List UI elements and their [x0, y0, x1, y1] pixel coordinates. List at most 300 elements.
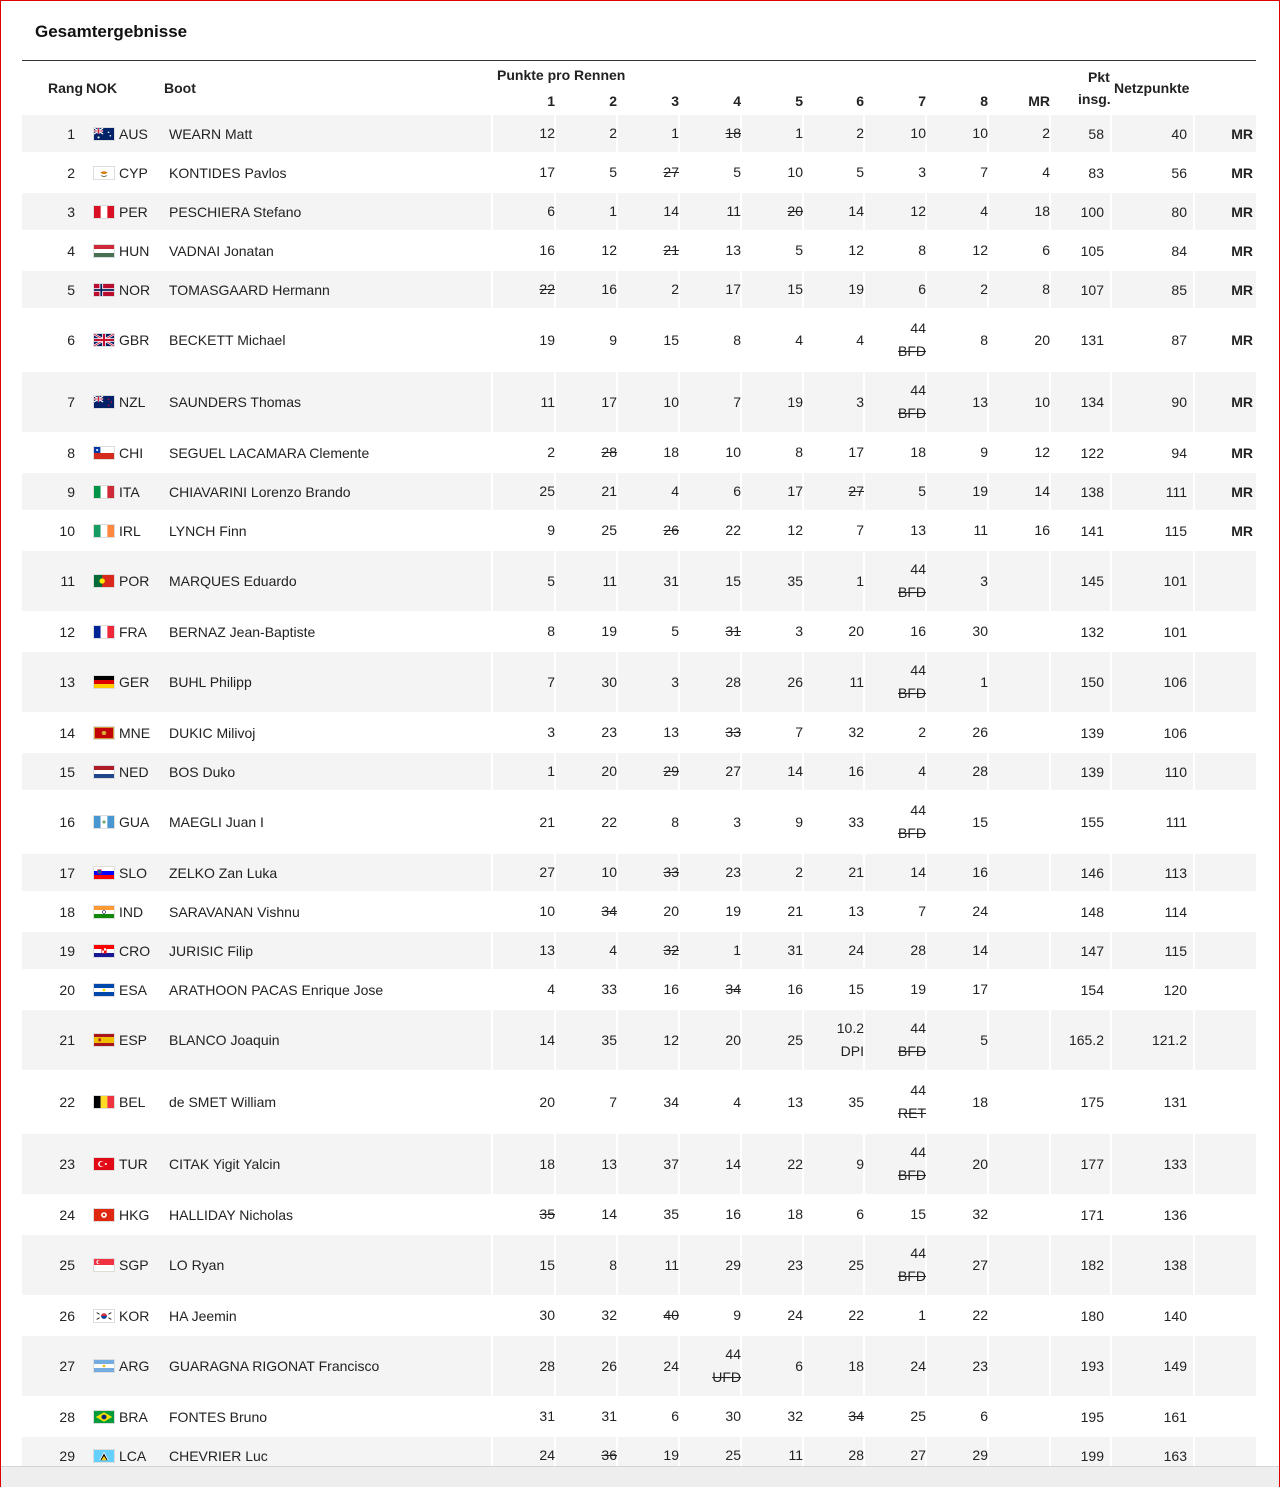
net-points: 136: [1163, 1206, 1187, 1223]
race-cell-5: [743, 1072, 803, 1132]
race-cell-4: [681, 613, 741, 650]
race-score: 18: [910, 444, 926, 460]
medal-race-badge: MR: [1231, 203, 1253, 220]
rank-cell: 11: [60, 573, 75, 589]
race-score: 23: [787, 1256, 803, 1273]
race-score: 20: [1034, 331, 1050, 348]
flag-italy-icon: [92, 473, 116, 510]
race-score: 24: [848, 942, 864, 958]
column-separator: [1193, 1235, 1195, 1295]
race-score: 44: [910, 320, 926, 336]
race-cell-5: [743, 1336, 803, 1396]
race-cell-9: [990, 1235, 1050, 1295]
boat-name: LYNCH Finn: [169, 522, 247, 539]
flag-spain-icon: [92, 1010, 116, 1070]
race-score: 2: [671, 281, 679, 297]
table-row: [22, 473, 1256, 512]
column-separator: [491, 893, 493, 930]
race-cell-9: [990, 1336, 1050, 1396]
race-score: 10: [1034, 393, 1050, 410]
race-penalty-code: BFD: [898, 343, 926, 359]
flag-belgium-icon: [92, 1072, 116, 1132]
race-score: 32: [972, 1206, 988, 1222]
race-score: 4: [795, 331, 803, 348]
race-cell-6: [804, 792, 864, 852]
race-cell-8: [928, 714, 988, 751]
race-cell-3: [619, 714, 679, 751]
race-score: 14: [601, 1206, 617, 1222]
table-row: [22, 854, 1256, 893]
net-points: 84: [1171, 242, 1187, 259]
column-separator: [1110, 434, 1112, 471]
rank-cell: 21: [59, 1032, 75, 1048]
race-score: 21: [601, 483, 617, 499]
race-cell-5: [743, 512, 803, 549]
nok-code: AUS: [119, 125, 148, 142]
nok-code: HKG: [119, 1206, 150, 1223]
race-score: 9: [609, 331, 617, 348]
column-separator: [1193, 652, 1195, 712]
race-cell-2: [557, 714, 617, 751]
race-score: 15: [848, 981, 864, 997]
column-separator: [491, 652, 493, 712]
race-score: 35: [663, 1206, 679, 1222]
race-score: 18: [725, 125, 741, 141]
race-cell-5: [743, 1134, 803, 1194]
race-score: 4: [1042, 164, 1050, 180]
total-points: 105: [1080, 242, 1104, 259]
race-score: 33: [663, 864, 679, 880]
race-cell-4: [681, 115, 741, 152]
column-separator: [1110, 613, 1112, 650]
race-cell-4: [681, 971, 741, 1008]
boat-name: SAUNDERS Thomas: [169, 394, 302, 410]
race-score: 4: [547, 981, 555, 997]
column-separator: [1193, 971, 1195, 1008]
race-score: 44: [910, 382, 926, 398]
race-score: 25: [539, 483, 555, 499]
race-score: 31: [787, 942, 803, 958]
race-score: 4: [733, 1093, 741, 1110]
race-cell-7: [866, 1297, 926, 1334]
header-boot: Boot: [164, 80, 196, 96]
race-cell-1: [495, 613, 555, 650]
race-score: 9: [980, 444, 988, 460]
column-separator: [491, 753, 493, 790]
nok-code: SGP: [119, 1257, 149, 1273]
rank-cell: 26: [59, 1307, 75, 1324]
table-row: [22, 154, 1256, 193]
net-points: 111: [1165, 814, 1187, 830]
medal-race-badge: MR: [1231, 242, 1253, 259]
race-cell-6: [804, 1336, 864, 1396]
race-cell-2: [557, 753, 617, 790]
total-points: 138: [1080, 483, 1104, 500]
column-separator: [1193, 232, 1195, 269]
race-score: 6: [856, 1206, 864, 1222]
race-cell-4: [681, 1336, 741, 1396]
race-cell-4: [681, 310, 741, 370]
race-score: 10: [663, 393, 679, 410]
column-separator: [1110, 1196, 1112, 1233]
race-cell-7: [866, 115, 926, 152]
medal-race-badge: [1208, 551, 1253, 611]
race-cell-7: [866, 271, 926, 308]
race-score: 1: [918, 1307, 926, 1323]
total-points: 139: [1080, 724, 1104, 741]
race-score: 16: [539, 242, 555, 258]
column-separator: [491, 1297, 493, 1334]
boat-name: LO Ryan: [169, 1257, 225, 1273]
medal-race-badge: MR: [1231, 125, 1253, 142]
race-cell-2: [557, 893, 617, 930]
race-score: 3: [795, 623, 803, 639]
race-cell-1: [495, 310, 555, 370]
race-score: 35: [848, 1093, 864, 1110]
race-cell-4: [681, 551, 741, 611]
header-punkte-pro-rennen: Punkte pro Rennen: [497, 67, 626, 83]
race-cell-5: [743, 232, 803, 269]
race-cell-9: [990, 154, 1050, 191]
total-points: 147: [1080, 942, 1104, 959]
column-separator: [1110, 652, 1112, 712]
column-separator: [1193, 893, 1195, 930]
race-cell-2: [557, 1072, 617, 1132]
race-score: 30: [601, 673, 617, 690]
column-separator: [491, 154, 493, 191]
medal-race-badge: MR: [1231, 522, 1253, 539]
net-points: 40: [1171, 125, 1187, 142]
column-separator: [1110, 551, 1112, 611]
race-score: 19: [848, 281, 864, 297]
flag-korea-icon: [92, 1297, 116, 1334]
race-cell-5: [743, 154, 803, 191]
race-score: 31: [663, 572, 679, 589]
race-cell-6: [804, 1072, 864, 1132]
race-cell-7: [866, 1398, 926, 1435]
race-score: 15: [972, 813, 988, 830]
total-points: 131: [1080, 332, 1104, 348]
race-score: 20: [725, 1031, 741, 1048]
race-score: 14: [787, 763, 803, 779]
medal-race-badge: MR: [1231, 281, 1253, 298]
race-cell-2: [557, 1134, 617, 1194]
nok-code: CYP: [119, 164, 148, 181]
race-cell-7: [866, 893, 926, 930]
rank-cell: 7: [67, 394, 75, 410]
flag-netherlands-icon: [92, 753, 116, 790]
race-score: 22: [725, 522, 741, 538]
race-score: 28: [725, 673, 741, 690]
race-score: 7: [609, 1093, 617, 1110]
race-score: 20: [848, 623, 864, 639]
race-cell-2: [557, 1398, 617, 1435]
race-cell-8: [928, 792, 988, 852]
medal-race-badge: [1208, 1196, 1253, 1233]
nok-code: IND: [119, 903, 144, 920]
race-score: 44: [910, 662, 926, 678]
net-points: 106: [1163, 674, 1187, 690]
race-cell-9: [990, 854, 1050, 891]
total-points: 150: [1080, 674, 1104, 690]
rank-cell: 25: [59, 1257, 75, 1273]
race-cell-3: [619, 551, 679, 611]
race-penalty-code: BFD: [898, 1167, 926, 1183]
total-points: 141: [1080, 522, 1104, 539]
header-insg: insg.: [1078, 91, 1111, 107]
race-score: 13: [601, 1155, 617, 1172]
race-cell-2: [557, 115, 617, 152]
rank-cell: 5: [67, 281, 75, 298]
race-score: 2: [856, 125, 864, 141]
race-cell-7: [866, 792, 926, 852]
column-separator: [491, 193, 493, 230]
flag-ireland-icon: [92, 512, 116, 549]
flag-new-zealand-icon: [92, 372, 116, 432]
race-cell-7: [866, 753, 926, 790]
boat-name: BECKETT Michael: [169, 332, 286, 348]
race-score: 33: [725, 724, 741, 740]
table-row: [22, 1235, 1256, 1297]
race-score: 13: [848, 903, 864, 919]
race-cell-8: [928, 1134, 988, 1194]
boat-name: ZELKO Zan Luka: [169, 864, 278, 881]
race-cell-5: [743, 652, 803, 712]
nok-code: LCA: [119, 1447, 147, 1464]
race-score: 44: [910, 1020, 926, 1036]
race-score: 20: [972, 1155, 988, 1172]
race-penalty-code: BFD: [898, 685, 926, 701]
net-points: 120: [1163, 981, 1187, 998]
flag-portugal-icon: [92, 551, 116, 611]
race-score: 25: [910, 1408, 926, 1424]
header-netzpunkte: Netzpunkte: [1114, 80, 1190, 96]
race-cell-3: [619, 154, 679, 191]
boat-name: KONTIDES Pavlos: [169, 164, 287, 181]
race-score: 8: [671, 813, 679, 830]
race-cell-8: [928, 193, 988, 230]
column-separator: [491, 1336, 493, 1396]
total-points: 165.2: [1068, 1032, 1104, 1048]
race-cell-1: [495, 473, 555, 510]
column-separator: [1193, 613, 1195, 650]
column-separator: [1110, 1134, 1112, 1194]
total-points: 100: [1080, 203, 1104, 220]
header-race-8: 8: [980, 93, 988, 109]
race-score: 2: [547, 444, 555, 460]
race-score: 25: [787, 1031, 803, 1048]
race-cell-7: [866, 551, 926, 611]
race-cell-9: [990, 792, 1050, 852]
race-cell-7: [866, 372, 926, 432]
race-cell-4: [681, 893, 741, 930]
race-score: 2: [609, 125, 617, 141]
race-cell-7: [866, 434, 926, 471]
table-row: [22, 932, 1256, 971]
race-score: 22: [848, 1307, 864, 1323]
race-score: 28: [848, 1447, 864, 1463]
total-points: 177: [1080, 1156, 1104, 1172]
race-score: 4: [856, 331, 864, 348]
rank-cell: 20: [59, 981, 75, 998]
race-score: 29: [725, 1256, 741, 1273]
table-row: [22, 1072, 1256, 1134]
race-score: 16: [601, 281, 617, 297]
column-separator: [491, 932, 493, 969]
race-cell-4: [681, 1010, 741, 1070]
race-score: 19: [910, 981, 926, 997]
race-score: 3: [671, 673, 679, 690]
race-score: 1: [795, 125, 803, 141]
race-score: 13: [539, 942, 555, 958]
net-points: 90: [1171, 394, 1187, 410]
race-score: 7: [547, 673, 555, 690]
race-cell-3: [619, 193, 679, 230]
column-separator: [491, 1134, 493, 1194]
table-row: [22, 1196, 1256, 1235]
race-cell-6: [804, 753, 864, 790]
column-separator: [1110, 932, 1112, 969]
race-penalty-code: BFD: [898, 405, 926, 421]
race-cell-1: [495, 971, 555, 1008]
race-cell-3: [619, 1134, 679, 1194]
column-separator: [1110, 473, 1112, 510]
net-points: 94: [1171, 444, 1187, 461]
column-separator: [1110, 714, 1112, 751]
race-cell-3: [619, 971, 679, 1008]
medal-race-badge: [1208, 1398, 1253, 1435]
race-score: 17: [848, 444, 864, 460]
race-cell-2: [557, 932, 617, 969]
nok-code: PER: [119, 203, 148, 220]
column-separator: [1110, 854, 1112, 891]
column-separator: [1193, 1010, 1195, 1070]
race-score: 14: [972, 942, 988, 958]
race-cell-6: [804, 193, 864, 230]
race-cell-6: [804, 971, 864, 1008]
race-score: 5: [609, 164, 617, 180]
race-cell-1: [495, 512, 555, 549]
race-cell-7: [866, 714, 926, 751]
race-score: 27: [725, 763, 741, 779]
race-score: 27: [663, 164, 679, 180]
race-cell-8: [928, 551, 988, 611]
race-cell-9: [990, 1010, 1050, 1070]
table-row: [22, 971, 1256, 1010]
table-row: [22, 271, 1256, 310]
race-score: 25: [848, 1256, 864, 1273]
race-score: 7: [918, 903, 926, 919]
race-cell-8: [928, 271, 988, 308]
boat-name: BERNAZ Jean-Baptiste: [169, 623, 316, 640]
net-points: 85: [1171, 281, 1187, 298]
race-score: 11: [602, 572, 617, 589]
column-separator: [1110, 232, 1112, 269]
race-cell-3: [619, 232, 679, 269]
race-cell-3: [619, 372, 679, 432]
header-race-5: 5: [795, 93, 803, 109]
table-row: [22, 434, 1256, 473]
race-score: 14: [910, 864, 926, 880]
medal-race-badge: [1208, 932, 1253, 969]
race-cell-9: [990, 551, 1050, 611]
race-cell-5: [743, 1196, 803, 1233]
race-cell-2: [557, 971, 617, 1008]
race-score: 11: [664, 1256, 679, 1273]
race-cell-4: [681, 473, 741, 510]
race-score: 14: [539, 1031, 555, 1048]
race-score: 31: [539, 1408, 555, 1424]
race-cell-8: [928, 1398, 988, 1435]
column-separator: [491, 115, 493, 152]
medal-race-badge: [1208, 854, 1253, 891]
race-cell-8: [928, 1010, 988, 1070]
race-score: 19: [725, 903, 741, 919]
race-score: 6: [980, 1408, 988, 1424]
race-cell-9: [990, 893, 1050, 930]
table-row: [22, 115, 1256, 154]
race-cell-4: [681, 1398, 741, 1435]
race-cell-9: [990, 1398, 1050, 1435]
race-penalty-code: BFD: [898, 584, 926, 600]
race-score: 24: [972, 903, 988, 919]
column-separator: [1110, 310, 1112, 370]
net-points: 115: [1164, 942, 1187, 959]
boat-name: VADNAI Jonatan: [169, 242, 274, 259]
total-points: 180: [1080, 1307, 1104, 1324]
race-score: 20: [787, 203, 803, 219]
race-cell-4: [681, 932, 741, 969]
race-cell-5: [743, 792, 803, 852]
race-cell-9: [990, 1196, 1050, 1233]
header-pkt: Pkt: [1088, 69, 1110, 85]
net-points: 138: [1163, 1257, 1187, 1273]
medal-race-badge: [1208, 1336, 1253, 1396]
race-score: 10: [601, 864, 617, 880]
total-points: 175: [1080, 1094, 1104, 1110]
race-cell-1: [495, 1297, 555, 1334]
column-separator: [1193, 434, 1195, 471]
race-cell-9: [990, 310, 1050, 370]
flag-peru-icon: [92, 193, 116, 230]
race-score: 3: [547, 724, 555, 740]
race-cell-4: [681, 1072, 741, 1132]
race-score: 9: [795, 813, 803, 830]
race-cell-1: [495, 1072, 555, 1132]
race-score: 10: [787, 164, 803, 180]
race-score: 4: [980, 203, 988, 219]
race-score: 3: [733, 813, 741, 830]
race-cell-5: [743, 613, 803, 650]
horizontal-scrollbar[interactable]: [1, 1466, 1279, 1487]
net-points: 87: [1171, 332, 1187, 348]
column-separator: [1193, 473, 1195, 510]
total-points: 148: [1080, 903, 1104, 920]
race-score: 11: [973, 522, 988, 538]
race-score: 13: [725, 242, 741, 258]
column-separator: [491, 551, 493, 611]
boat-name: TOMASGAARD Hermann: [169, 281, 330, 298]
column-separator: [1193, 1196, 1195, 1233]
column-separator: [1193, 372, 1195, 432]
column-separator: [1193, 551, 1195, 611]
nok-code: BRA: [119, 1408, 148, 1425]
race-score: 32: [787, 1408, 803, 1424]
race-score: 14: [1034, 483, 1050, 499]
flag-uk-icon: [92, 310, 116, 370]
race-score: 5: [733, 164, 741, 180]
race-score: 5: [795, 242, 803, 258]
